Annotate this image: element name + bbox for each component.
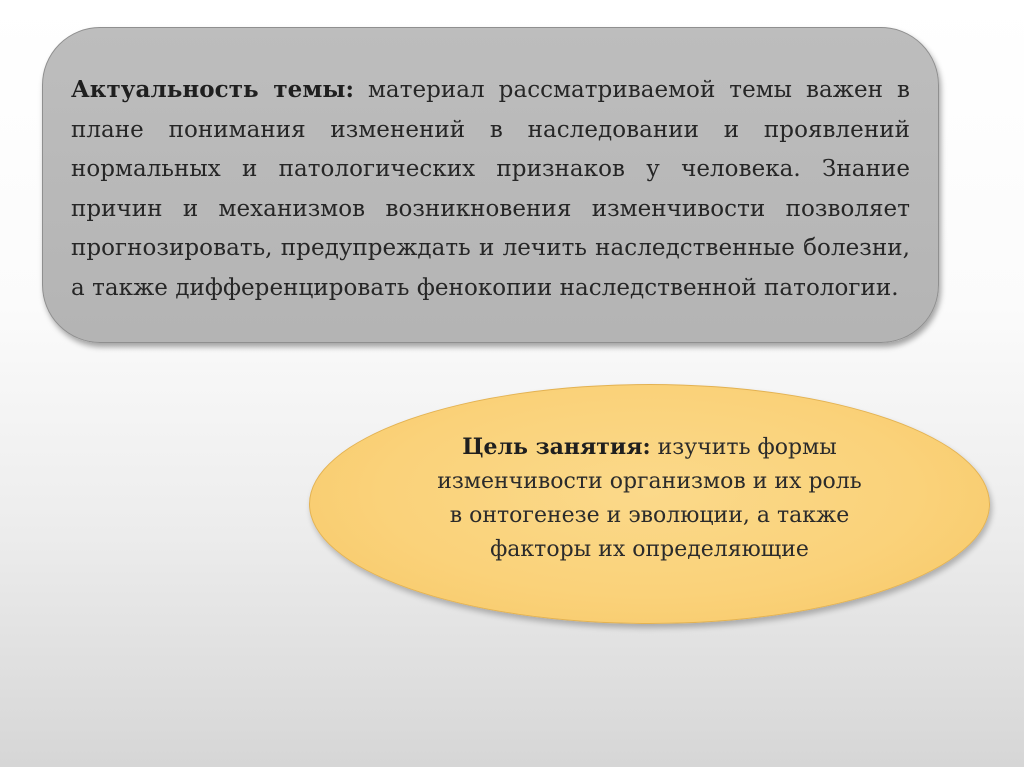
lesson-goal-heading: Цель занятия: [462, 433, 651, 460]
topic-relevance-text [71, 70, 910, 308]
topic-relevance-body: материал рассматриваемой темы важен в плане понимания изменений в наследовании и проявлений нормальных и патологических признаков у человека. Знание причин и механизмов возникновения изменчивости позволяет прогнозировать, предупреждать и лечить наследственные болезни, а также дифференцировать фенокопии наследственной патологии. [71, 77, 910, 301]
lesson-goal-text [435, 430, 865, 567]
lesson-goal-ellipse [309, 384, 990, 624]
lesson-goal-body: изучить формы изменчивости организмов и их роль в онтогенезе и эволюции, а также факторы их определяющие [437, 434, 862, 562]
topic-relevance-box [42, 27, 939, 343]
topic-relevance-heading: Актуальность темы: [71, 76, 355, 103]
